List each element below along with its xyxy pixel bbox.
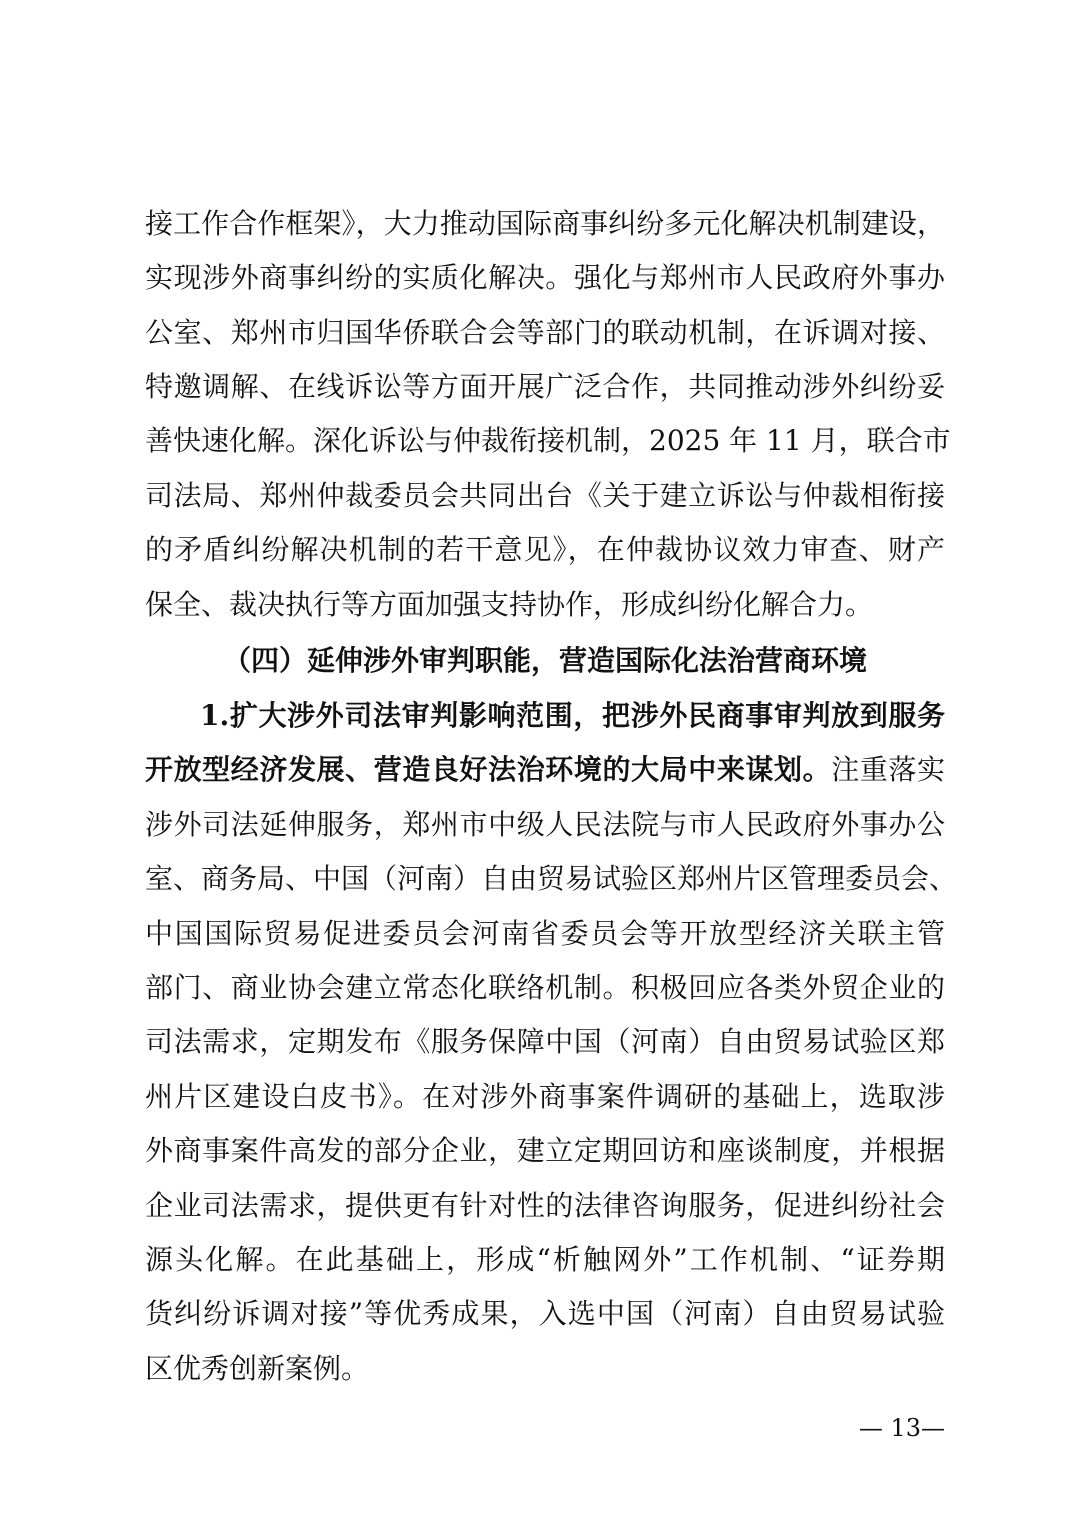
paragraph-line: 企业司法需求，提供更有针对性的法律咨询服务，促进纠纷社会 [145,1189,945,1222]
paragraph-line: 部门、商业协会建立常态化联络机制。积极回应各类外贸企业的 [145,971,945,1004]
paragraph-line: 源头化解。在此基础上，形成“析触网外”工作机制、“证券期 [145,1243,945,1276]
paragraph-line: 州片区建设白皮书》。在对涉外商事案件调研的基础上，选取涉 [145,1080,945,1113]
paragraph-line: 外商事案件高发的部分企业，建立定期回访和座谈制度，并根据 [145,1134,945,1167]
section-heading: （四）延伸涉外审判职能，营造国际化法治营商环境 [222,644,867,677]
paragraph-line: 司法需求，定期发布《服务保障中国（河南）自由贸易试验区郑 [145,1025,945,1058]
bold-lead-line: 1.扩大涉外司法审判影响范围，把涉外民商事审判放到服务 [200,699,945,732]
paragraph-line: 实现涉外商事纠纷的实质化解决。强化与郑州市人民政府外事办 [145,261,945,294]
paragraph-line: 室、商务局、中国（河南）自由贸易试验区郑州片区管理委员会、 [145,862,958,895]
bold-lead-text: 开放型经济发展、营造良好法治环境的大局中来谋划。 [145,753,832,786]
paragraph-line: 的矛盾纠纷解决机制的若干意见》，在仲裁协议效力审查、财产 [145,533,945,566]
paragraph-line: 司法局、郑州仲裁委员会共同出台《关于建立诉讼与仲裁相衔接 [145,479,945,512]
paragraph-line: 公室、郑州市归国华侨联合会等部门的联动机制，在诉调对接、 [145,316,945,349]
paragraph-line: 保全、裁决执行等方面加强支持协作，形成纠纷化解合力。 [145,588,874,621]
paragraph-line: 涉外司法延伸服务，郑州市中级人民法院与市人民政府外事办公 [145,808,945,841]
paragraph-line: 特邀调解、在线诉讼等方面开展广泛合作，共同推动涉外纠纷妥 [145,370,945,403]
paragraph-line: 善快速化解。深化诉讼与仲裁衔接机制，2025 年 11 月，联合市 [145,424,951,457]
paragraph-line: 接工作合作框架》，大力推动国际商事纠纷多元化解决机制建设， [145,207,945,240]
mixed-line [145,750,945,790]
paragraph-line: 中国国际贸易促进委员会河南省委员会等开放型经济关联主管 [145,917,945,950]
paragraph-line: 货纠纷诉调对接”等优秀成果，入选中国（河南）自由贸易试验 [145,1297,945,1330]
plain-text: 注重落实 [831,753,945,786]
paragraph-line: 区优秀创新案例。 [145,1352,370,1385]
page-number: — 13— [858,1414,945,1442]
